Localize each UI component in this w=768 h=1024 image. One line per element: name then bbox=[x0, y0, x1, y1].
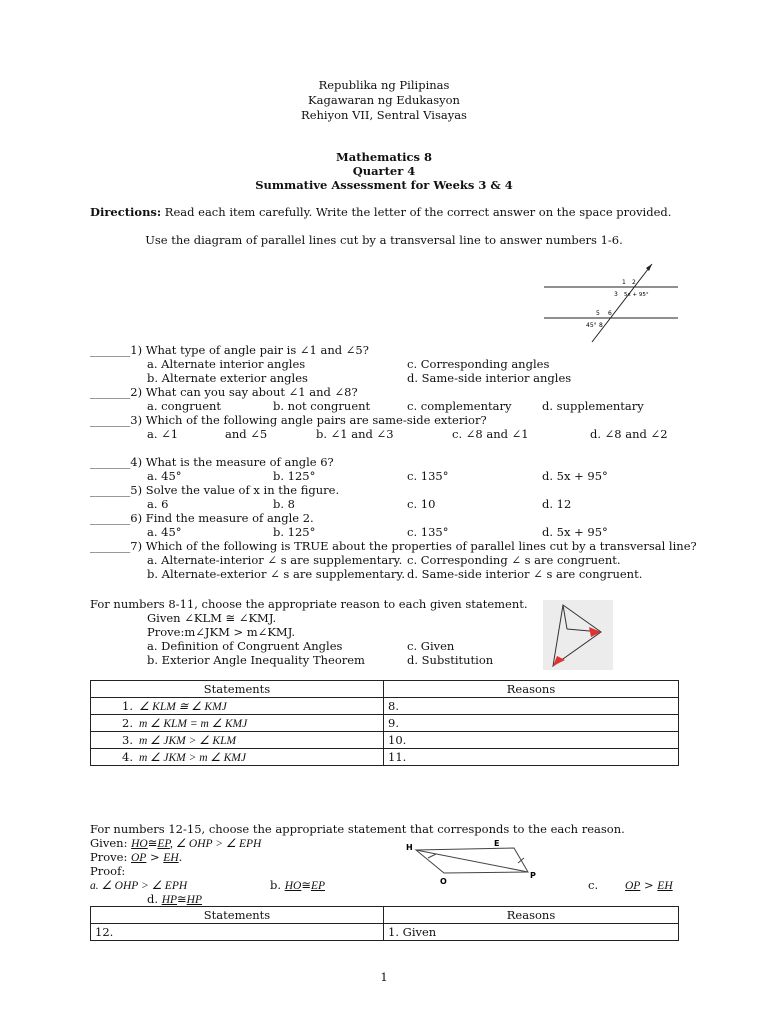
question-5: _______5) Solve the value of x in the figure. bbox=[90, 483, 340, 497]
table-header-row bbox=[91, 681, 679, 698]
page-number: 1 bbox=[380, 970, 388, 984]
congruent-symbol: ≅ bbox=[147, 836, 158, 850]
q6-choice-b: b. 125° bbox=[273, 525, 316, 539]
q1-choice-d: d. Same-side interior angles bbox=[407, 371, 572, 385]
table-header-statements: Statements bbox=[91, 681, 384, 698]
question-6: _______6) Find the measure of angle 2. bbox=[90, 511, 314, 525]
row-number: 2. bbox=[122, 716, 133, 730]
q5-choice-a: a. 6 bbox=[147, 497, 169, 511]
section2-choice-c: c. Given bbox=[407, 639, 455, 653]
q5-choice-d: d. 12 bbox=[542, 497, 572, 511]
table-row bbox=[91, 715, 679, 732]
title-subject: Mathematics 8 bbox=[336, 150, 432, 164]
vertex-label-p: P bbox=[530, 871, 536, 880]
section3-choice-c bbox=[625, 878, 673, 892]
question-2: _______2) What can you say about ∠1 and ∠8? bbox=[90, 385, 358, 399]
q3-choice-c: c. ∠8 and ∠1 bbox=[452, 427, 529, 441]
angle-label-6: 6 bbox=[608, 310, 612, 317]
proof-table-1 bbox=[90, 680, 679, 766]
angle-label-2: 2 bbox=[632, 279, 636, 286]
segment-hp: HP bbox=[161, 894, 178, 906]
q7-choice-d: d. Same-side interior ∠ s are congruent. bbox=[407, 567, 643, 581]
reason-cell: 1. Given bbox=[384, 924, 679, 941]
reason-cell: 8. bbox=[384, 698, 679, 715]
section3-choice-d bbox=[147, 892, 202, 906]
table-statement-cell: 12. bbox=[91, 924, 384, 941]
q2-choice-d: d. supplementary bbox=[542, 399, 644, 413]
section2-prove: Prove:m∠JKM > m∠KMJ. bbox=[147, 625, 296, 639]
row-number: 4. bbox=[122, 750, 133, 764]
title-quarter: Quarter 4 bbox=[352, 164, 416, 178]
directions bbox=[90, 205, 671, 219]
q1-choice-c: c. Corresponding angles bbox=[407, 357, 550, 371]
q6-choice-c: c. 135° bbox=[407, 525, 449, 539]
q3-choice-a-part1: a. ∠1 bbox=[147, 427, 179, 441]
segment-ho: HO bbox=[284, 880, 302, 892]
transversal-line bbox=[592, 264, 652, 342]
question-7: _______7) Which of the following is TRUE about the properties of parallel lines cut by a transversal line? bbox=[90, 539, 697, 553]
vertex-label-e: E bbox=[494, 839, 500, 848]
statement-text: m ∠ KLM = m ∠ KMJ bbox=[139, 718, 248, 730]
q4-choice-b: b. 125° bbox=[273, 469, 316, 483]
segment-hp: HP bbox=[186, 894, 203, 906]
q2-choice-b: b. not congruent bbox=[273, 399, 371, 413]
reason-cell: 10. bbox=[384, 732, 679, 749]
section2-choice-b: b. Exterior Angle Inequality Theorem bbox=[147, 653, 365, 667]
section3-choice-a: a. ∠ OHP > ∠ EPH bbox=[90, 880, 188, 892]
q1-choice-a: a. Alternate interior angles bbox=[147, 357, 306, 371]
choice-b-prefix: b. bbox=[270, 878, 285, 892]
section2-choice-a: a. Definition of Congruent Angles bbox=[147, 639, 343, 653]
table-statement-cell bbox=[91, 749, 384, 766]
segment-eh: EH bbox=[657, 880, 673, 892]
given-label: Given: bbox=[90, 836, 132, 850]
gt-symbol: > bbox=[640, 878, 658, 892]
angle-label-expr: 5x + 95° bbox=[624, 292, 649, 298]
tick-mark bbox=[428, 854, 436, 858]
question-4: _______4) What is the measure of angle 6? bbox=[90, 455, 334, 469]
section2-given: Given ∠KLM ≅ ∠KMJ. bbox=[147, 611, 277, 625]
angle-label-5: 5 bbox=[596, 310, 600, 317]
tick-mark bbox=[518, 858, 524, 863]
reason-cell: 9. bbox=[384, 715, 679, 732]
segment-ep: EP bbox=[157, 838, 170, 850]
table-header-reasons: Reasons bbox=[384, 907, 679, 924]
choice-d-prefix: d. bbox=[147, 892, 162, 906]
angle-label-7: 45° bbox=[586, 322, 597, 329]
row-number: 3. bbox=[122, 733, 133, 747]
question-1: _______1) What type of angle pair is ∠1 and ∠5? bbox=[90, 343, 369, 357]
question-3: _______3) Which of the following angle pairs are same-side exterior? bbox=[90, 413, 487, 427]
congruent-symbol: ≅ bbox=[301, 878, 311, 892]
prove-label: Prove: bbox=[90, 850, 131, 864]
q3-choice-b: b. ∠1 and ∠3 bbox=[316, 427, 394, 441]
q5-choice-b: b. 8 bbox=[273, 497, 295, 511]
title-assessment: Summative Assessment for Weeks 3 & 4 bbox=[255, 178, 513, 192]
table-header-statements: Statements bbox=[91, 907, 384, 924]
section2-choice-d: d. Substitution bbox=[407, 653, 494, 667]
header-line-1: Republika ng Pilipinas bbox=[318, 78, 450, 92]
q7-choice-a: a. Alternate-interior ∠ s are supplementary. bbox=[147, 553, 403, 567]
table-row bbox=[91, 749, 679, 766]
q5-choice-c: c. 10 bbox=[407, 497, 436, 511]
segment-eh: EH bbox=[163, 852, 179, 864]
angle-label-3: 3 bbox=[614, 291, 618, 298]
segment-op: OP bbox=[625, 880, 641, 892]
proof-table-2 bbox=[90, 906, 679, 941]
table-statement-cell bbox=[91, 698, 384, 715]
parallel-lines-diagram bbox=[540, 262, 682, 344]
triangle-diagram-bg bbox=[543, 600, 613, 670]
q1-choice-b: b. Alternate exterior angles bbox=[147, 371, 308, 385]
table-header-row bbox=[91, 907, 679, 924]
angle-label-1: 1 bbox=[622, 279, 626, 286]
q3-choice-d: d. ∠8 and ∠2 bbox=[590, 427, 668, 441]
q2-choice-a: a. congruent bbox=[147, 399, 222, 413]
section3-given bbox=[90, 836, 261, 850]
section3-choice-c-prefix: c. bbox=[588, 878, 599, 892]
section3-prove bbox=[90, 850, 182, 864]
parallelogram-diagram bbox=[402, 838, 552, 888]
q2-choice-c: c. complementary bbox=[407, 399, 512, 413]
period: . bbox=[178, 850, 183, 864]
segment-op: OP bbox=[131, 852, 147, 864]
vertex-label-h: H bbox=[406, 843, 413, 852]
congruent-symbol: ≅ bbox=[177, 892, 187, 906]
diagonal-hp bbox=[416, 850, 528, 872]
given-angles: , ∠ OHP > ∠ EPH bbox=[169, 838, 262, 850]
q3-choice-a-part2: and ∠5 bbox=[225, 427, 268, 441]
angle-label-8: 8 bbox=[599, 322, 603, 329]
q6-choice-d: d. 5x + 95° bbox=[542, 525, 608, 539]
section3-choice-b bbox=[270, 878, 325, 892]
header-line-3: Rehiyon VII, Sentral Visayas bbox=[301, 108, 467, 122]
table-header-reasons: Reasons bbox=[384, 681, 679, 698]
table-row bbox=[91, 698, 679, 715]
q4-choice-c: c. 135° bbox=[407, 469, 449, 483]
table-statement-cell bbox=[91, 715, 384, 732]
section2-intro: For numbers 8-11, choose the appropriate reason to each given statement. bbox=[90, 597, 528, 611]
table-statement-cell bbox=[91, 732, 384, 749]
header-line-2: Kagawaran ng Edukasyon bbox=[308, 93, 460, 107]
reason-cell: 11. bbox=[384, 749, 679, 766]
statement-text: ∠ KLM ≅ ∠ KMJ bbox=[139, 701, 227, 713]
row-number: 1. bbox=[122, 699, 133, 713]
section3-proof-label: Proof: bbox=[90, 864, 126, 878]
vertex-label-o: O bbox=[440, 877, 447, 886]
q4-choice-d: d. 5x + 95° bbox=[542, 469, 608, 483]
statement-text: m ∠ JKM > m ∠ KMJ bbox=[139, 752, 246, 764]
segment-ep: EP bbox=[310, 880, 326, 892]
gt-symbol: > bbox=[146, 850, 164, 864]
section3-intro: For numbers 12-15, choose the appropriate statement that corresponds to the each reason. bbox=[90, 822, 625, 836]
directions-label: Directions: bbox=[90, 205, 162, 219]
q6-choice-a: a. 45° bbox=[147, 525, 182, 539]
q7-choice-b: b. Alternate-exterior ∠ s are supplementary. bbox=[147, 567, 406, 581]
statement-text: m ∠ JKM > ∠ KLM bbox=[139, 735, 237, 747]
table-row bbox=[91, 732, 679, 749]
q7-choice-c: c. Corresponding ∠ s are congruent. bbox=[407, 553, 621, 567]
triangle-diagram bbox=[543, 600, 613, 670]
segment-ho: HO bbox=[131, 838, 148, 850]
q4-choice-a: a. 45° bbox=[147, 469, 182, 483]
diagram-note: Use the diagram of parallel lines cut by a transversal line to answer numbers 1-6. bbox=[145, 233, 623, 247]
table-row bbox=[91, 924, 679, 941]
directions-text: Read each item carefully. Write the letter of the correct answer on the space provided. bbox=[161, 205, 672, 219]
